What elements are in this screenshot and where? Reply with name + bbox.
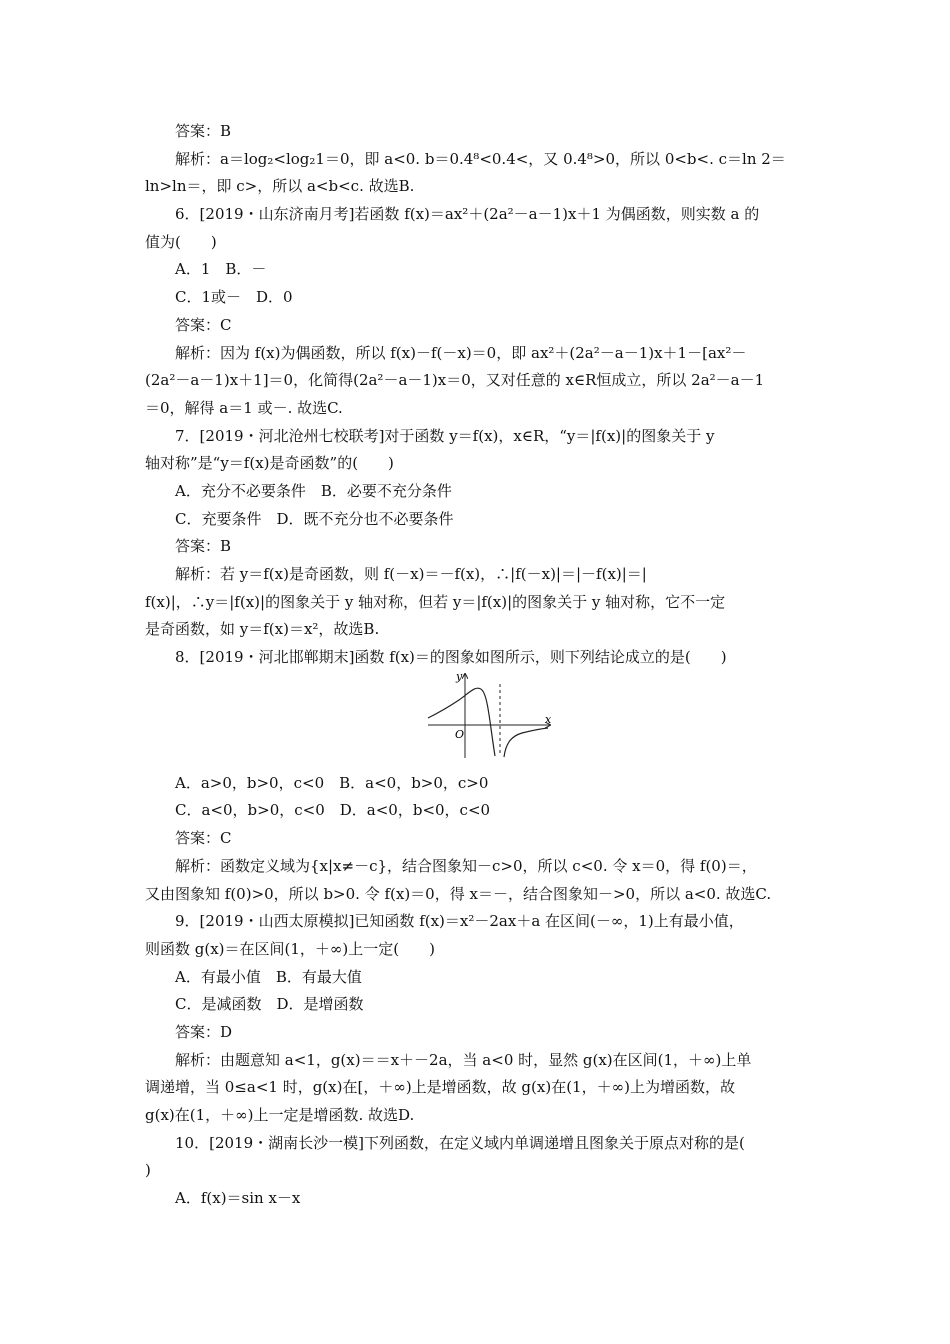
question-6-options-ab: A．1 B．－ [175,260,267,279]
analysis-5-line-1: 解析：a＝log₂<log₂1＝0，即 a<0. b＝0.4⁸<0.4<，又 0.4⁸>0，所以 0<b<. c＝ln 2＝ [175,149,786,168]
question-6-options-cd: C．1或－ D．0 [175,288,293,307]
question-6-stem: 6．[2019・山东济南月考]若函数 f(x)＝ax²＋(2a²－a－1)x＋1 为偶函数，则实数 a 的 [175,205,760,224]
question-6-stem-cont: 值为( ) [145,232,217,251]
analysis-8-line-1: 解析：函数定义域为{x|x≠－c}，结合图象知－c>0，所以 c<0. 令 x＝0，得 f(0)＝， [175,856,757,875]
analysis-6-line-2: (2a²－a－1)x＋1]＝0，化简得(2a²－a－1)x＝0，又对任意的 x∈R恒成立，所以 2a²－a－1 [145,371,765,390]
answer-9: 答案：D [175,1022,233,1041]
analysis-7-line-2: f(x)|，∴y＝|f(x)|的图象关于 y 轴对称，但若 y＝|f(x)|的图象关于 y 轴对称，它不一定 [145,592,726,611]
question-8-options-cd: C．a<0，b>0，c<0 D．a<0，b<0，c<0 [175,801,491,820]
question-10-option-a: A．f(x)＝sin x－x [175,1189,301,1208]
analysis-9-line-1: 解析：由题意知 a<1，g(x)＝＝x＋－2a，当 a<0 时，显然 g(x)在区间(1，＋∞)上单 [175,1050,752,1069]
question-9-stem: 9．[2019・山西太原模拟]已知函数 f(x)＝x²－2ax＋a 在区间(－∞，1)上有最小值， [175,912,744,931]
analysis-9-line-3: g(x)在(1，＋∞)上一定是增函数. 故选D. [145,1106,415,1124]
answer-7: 答案：B [175,537,232,556]
analysis-9-line-2: 调递增，当 0≤a<1 时，g(x)在[，＋∞)上是增函数，故 g(x)在(1，＋∞)上为增函数，故 [145,1078,735,1097]
question-9-options-cd: C．是减函数 D．是增函数 [175,995,364,1014]
curve-right-branch [504,728,548,757]
x-axis-label: x [545,712,552,726]
function-graph [424,670,554,760]
analysis-8-line-2: 又由图象知 f(0)>0，所以 b>0. 令 f(x)＝0，得 x＝－，结合图象知－>0，所以 a<0. 故选C. [145,884,772,903]
curve-left-branch [428,688,495,756]
answer-6: 答案：C [175,315,232,334]
analysis-6-line-3: ＝0，解得 a＝1 或－. 故选C. [145,398,343,417]
analysis-5-line-2: ln>ln＝，即 c>，所以 a<b<c. 故选B. [145,177,415,196]
question-7-stem-cont: 轴对称”是“y＝f(x)是奇函数”的( ) [145,454,394,473]
question-10-stem-cont: ) [145,1161,151,1180]
document-page [145,118,813,1213]
analysis-7-line-1: 解析：若 y＝f(x)是奇函数，则 f(－x)＝－f(x)，∴|f(－x)|＝|－f(x)|＝| [175,565,647,583]
question-7-options-ab: A．充分不必要条件 B．必要不充分条件 [175,481,452,500]
analysis-7-line-3: 是奇函数，如 y＝f(x)＝x²，故选B. [145,620,380,639]
y-axis-label: y [456,669,463,683]
analysis-6-line-1: 解析：因为 f(x)为偶函数，所以 f(x)－f(－x)＝0，即 ax²＋(2a²－a－1)x＋1－[ax²－ [175,343,747,362]
question-8-stem: 8．[2019・河北邯郸期末]函数 f(x)＝的图象如图所示，则下列结论成立的是( ) [175,648,727,667]
question-9-options-ab: A．有最小值 B．有最大值 [175,967,362,986]
question-8-options-ab: A．a>0，b>0，c<0 B．a<0，b>0，c>0 [175,773,489,792]
question-9-stem-cont: 则函数 g(x)＝在区间(1，＋∞)上一定( ) [145,939,435,958]
answer-5: 答案：B [175,122,232,140]
function-graph-figure [145,669,813,770]
question-7-options-cd: C．充要条件 D．既不充分也不必要条件 [175,509,454,528]
question-10-stem: 10．[2019・湖南长沙一模]下列函数，在定义域内单调递增且图象关于原点对称的是( [175,1133,745,1152]
question-7-stem: 7．[2019・河北沧州七校联考]对于函数 y＝f(x)，x∈R，“y＝|f(x)|的图象关于 y [175,426,715,445]
origin-label: O [455,727,465,741]
answer-8: 答案：C [175,829,232,848]
